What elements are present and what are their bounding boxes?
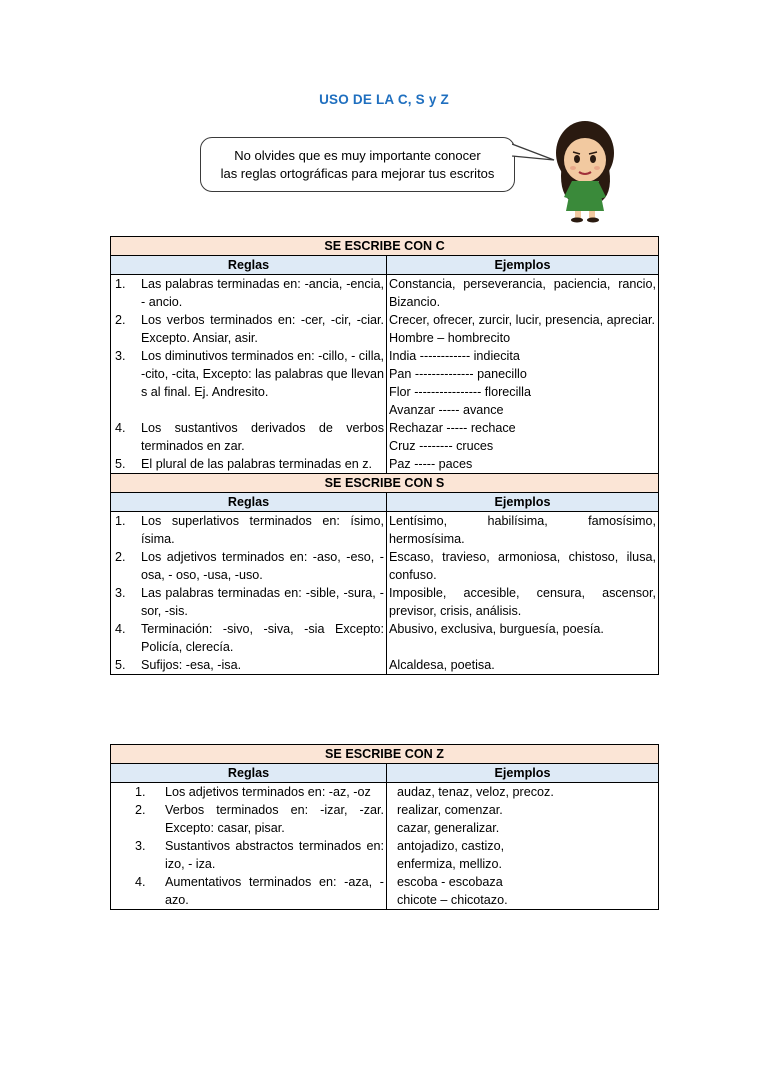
- example-line: Rechazar ----- rechace: [389, 421, 516, 435]
- example-line: Avanzar ----- avance: [389, 403, 504, 417]
- bubble-line-1: No olvides que es muy importante conocer: [234, 148, 481, 163]
- list-item: 3. Sustantivos abstractos terminados en: izo, - iza.: [135, 839, 384, 871]
- section-s-rules: [111, 512, 387, 675]
- col-header-rules: Reglas: [111, 256, 387, 275]
- example-line: enfermiza, mellizo.: [397, 857, 502, 871]
- list-item: 3. Los diminutivos terminados en: -cillo, - cilla, -cito, -cita, Excepto: las palabras que llevan s al final. Ej. Andresito.: [115, 349, 384, 399]
- example-line: Crecer, ofrecer, zurcir, lucir, presencia, apreciar.: [389, 313, 655, 327]
- example-line: cazar, generalizar.: [397, 821, 500, 835]
- col-header-examples: Ejemplos: [387, 256, 659, 275]
- example-line: escoba - escobaza: [397, 875, 503, 889]
- bubble-line-2: las reglas ortográficas para mejorar tus escritos: [220, 166, 495, 181]
- section-s-title: SE ESCRIBE CON S: [111, 474, 659, 493]
- table-z: [110, 744, 659, 910]
- col-header-examples: Ejemplos: [387, 493, 659, 512]
- example-line: Lentísimo, habilísima, famosísimo, hermosísima.: [389, 514, 656, 546]
- table-c-s: [110, 236, 659, 675]
- list-item: 2. Los adjetivos terminados en: -aso, -eso, -osa, - oso, -usa, -uso.: [115, 550, 384, 582]
- list-item: 1. Las palabras terminadas en: -ancia, -encia, - ancio.: [115, 277, 384, 309]
- list-item: 4. Aumentativos terminados en: -aza, - azo.: [135, 875, 384, 907]
- example-line: India ------------ indiecita: [389, 349, 520, 363]
- section-c-rules: [111, 275, 387, 474]
- example-line: Flor ---------------- florecilla: [389, 385, 531, 399]
- section-z-rules: [111, 783, 387, 910]
- list-item: 4. Terminación: -sivo, -siva, -sia Excepto: Policía, clerecía.: [115, 622, 384, 654]
- girl-character-illustration: [548, 113, 620, 223]
- section-z-title: SE ESCRIBE CON Z: [111, 745, 659, 764]
- page-title: USO DE LA C, S y Z: [319, 92, 449, 107]
- example-line: Alcaldesa, poetisa.: [389, 658, 495, 672]
- col-header-examples: Ejemplos: [387, 764, 659, 783]
- list-item: 2. Verbos terminados en: -izar, -zar. Excepto: casar, pisar.: [135, 803, 384, 835]
- col-header-rules: Reglas: [111, 764, 387, 783]
- list-item: 1. Los adjetivos terminados en: -az, -oz: [135, 785, 371, 799]
- example-line: Escaso, travieso, armoniosa, chistoso, ilusa, confuso.: [389, 550, 656, 582]
- speech-bubble: [200, 137, 515, 192]
- list-item: 3. Las palabras terminadas en: -sible, -sura, -sor, -sis.: [115, 586, 384, 618]
- example-line: realizar, comenzar.: [397, 803, 503, 817]
- example-line: Cruz -------- cruces: [389, 439, 494, 453]
- example-line: Pan -------------- panecillo: [389, 367, 527, 381]
- list-item: 4. Los sustantivos derivados de verbos terminados en zar.: [115, 421, 384, 453]
- example-line: Imposible, accesible, censura, ascensor, previsor, crisis, análisis.: [389, 586, 656, 618]
- example-line: Constancia, perseverancia, paciencia, rancio, Bizancio.: [389, 277, 656, 309]
- section-z-examples: [387, 783, 659, 910]
- section-s-examples: [387, 512, 659, 675]
- example-line: Paz ----- paces: [389, 457, 473, 471]
- list-item: 5. El plural de las palabras terminadas en z.: [115, 457, 373, 471]
- example-line: chicote – chicotazo.: [397, 893, 508, 907]
- example-line: Hombre – hombrecito: [389, 331, 511, 345]
- list-item: 5. Sufijos: -esa, -isa.: [115, 658, 242, 672]
- example-line: Abusivo, exclusiva, burguesía, poesía.: [389, 622, 604, 636]
- list-item: 2. Los verbos terminados en: -cer, -cir, -ciar. Excepto. Ansiar, asir.: [115, 313, 384, 345]
- example-line: audaz, tenaz, veloz, precoz.: [397, 785, 554, 799]
- list-item: 1. Los superlativos terminados en: ísimo, ísima.: [115, 514, 384, 546]
- section-c-examples: [387, 275, 659, 474]
- col-header-rules: Reglas: [111, 493, 387, 512]
- example-line: antojadizo, castizo,: [397, 839, 505, 853]
- section-c-title: SE ESCRIBE CON C: [111, 237, 659, 256]
